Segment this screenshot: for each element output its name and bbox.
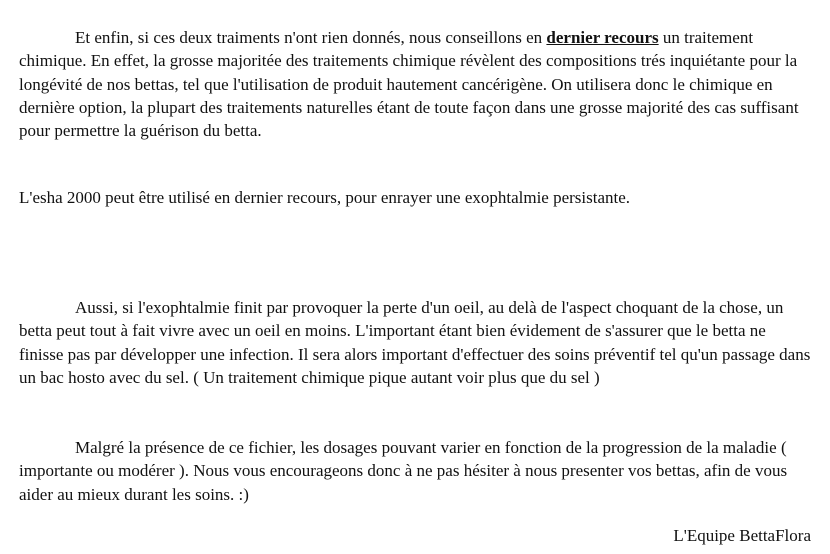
- emphasis-last-resort: dernier recours: [546, 28, 659, 47]
- paragraph-chemical-treatment: [19, 26, 811, 142]
- paragraph-1-text-before: Et enfin, si ces deux traiments n'ont rien donnés, nous conseillons en: [75, 28, 547, 47]
- paragraph-esha-2000: L'esha 2000 peut être utilisé en dernier recours, pour enrayer une exophtalmie persistante.: [19, 188, 631, 207]
- paragraph-dosage-notice: Malgré la présence de ce fichier, les dosages pouvant varier en fonction de la progression de la maladie ( importante ou modérer ). Nous vous encourageons donc à ne pas hésiter à nous presenter vos bettas, afin de vous aider au mieux durant les soins. :): [19, 438, 788, 504]
- paragraph-1-text-after: un traitement chimique. En effet, la grosse majoritée des traitements chimique révèlent des compositions trés inquiétante pour la longévité de nos bettas, tel que l'utilisation de produit hautement cancérigène. On utilisera donc le chimique en dernière option, la plupart des traitements naturelles étant de toute façon dans une grosse majorité des cas suffisant pour permettre la guérison du betta.: [19, 28, 799, 141]
- signature: L'Equipe BettaFlora: [673, 526, 811, 545]
- paragraph-eye-loss: Aussi, si l'exophtalmie finit par provoquer la perte d'un oeil, au delà de l'aspect choquant de la chose, un betta peut tout à fait vivre avec un oeil en moins. L'important étant bien évidement de s'assurer que le betta ne finisse pas par développer une infection. Il sera alors important d'effectuer des soins préventif tel qu'un passage dans un bac hosto avec du sel. ( Un traitement chimique pique autant voir plus que du sel ): [19, 298, 811, 387]
